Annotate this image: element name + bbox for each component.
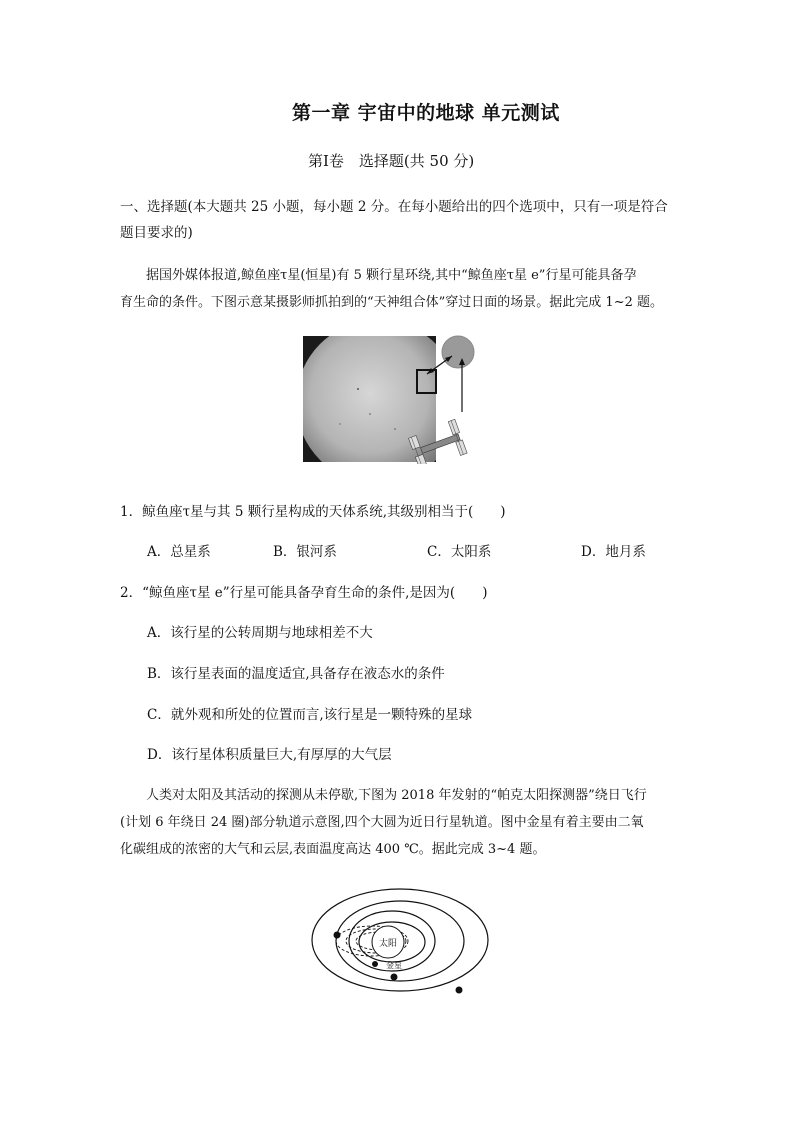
question-2-option-c[interactable]: C．就外观和所处的位置而言,该行星是一颗特殊的星球: [147, 707, 473, 723]
question-2-stem: 2．“鲸鱼座τ星 e”行星可能具备孕育生命的条件,是因为( ): [120, 585, 488, 601]
section-subtitle: 第Ⅰ卷 选择题(共 50 分): [308, 152, 475, 170]
passage2-line2: (计划 6 年绕日 24 圈)部分轨道示意图,四个大圆为近日行星轨道。图中金星有着主要由二氧: [120, 815, 644, 830]
planet-dot: [334, 932, 341, 939]
question-2-option-a[interactable]: A．该行星的公转周期与地球相差不大: [147, 625, 373, 641]
question-2-option-d[interactable]: D．该行星体积质量巨大,有厚厚的大气层: [147, 747, 392, 763]
question-1-option-a[interactable]: A．总星系: [147, 544, 211, 560]
page-title: 第一章 宇宙中的地球 单元测试: [292, 102, 560, 124]
question-2-option-b[interactable]: B．该行星表面的温度适宜,具备存在液态水的条件: [147, 666, 445, 682]
venus-label: 金星: [386, 961, 402, 970]
passage1-line1: 据国外媒体报道,鲸鱼座τ星(恒星)有 5 颗行星环绕,其中“鲸鱼座τ星 e”行星可能具备孕: [146, 268, 637, 283]
venus-dot: [391, 974, 398, 981]
section-heading-line2: 题目要求的): [120, 225, 193, 241]
orbit-diagram: [300, 880, 500, 1015]
planet-dot: [372, 961, 378, 967]
section-heading-line1: 一、选择题(本大题共 25 小题，每小题 2 分。在每小题给出的四个选项中，只有一项是符合: [120, 199, 668, 215]
question-1-option-b[interactable]: B．银河系: [273, 544, 337, 560]
planet-dot: [456, 987, 463, 994]
passage1-line2: 育生命的条件。下图示意某摄影师抓拍到的“天神组合体”穿过日面的场景。据此完成 1~2 题。: [120, 295, 663, 310]
question-1-option-d[interactable]: D．地月系: [581, 544, 646, 560]
sun-transit-figure: [300, 334, 480, 464]
question-1-option-c[interactable]: C．太阳系: [427, 544, 492, 560]
sun-label: 太阳: [378, 939, 398, 949]
passage2-line1: 人类对太阳及其活动的探测从未停歇,下图为 2018 年发射的“帕克太阳探测器”绕日飞行: [146, 788, 647, 803]
passage2-line3: 化碳组成的浓密的大气和云层,表面温度高达 400 ℃。据此完成 3~4 题。: [120, 842, 546, 857]
question-1-stem: 1．鲸鱼座τ星与其 5 颗行星构成的天体系统,其级别相当于( ): [120, 504, 506, 520]
